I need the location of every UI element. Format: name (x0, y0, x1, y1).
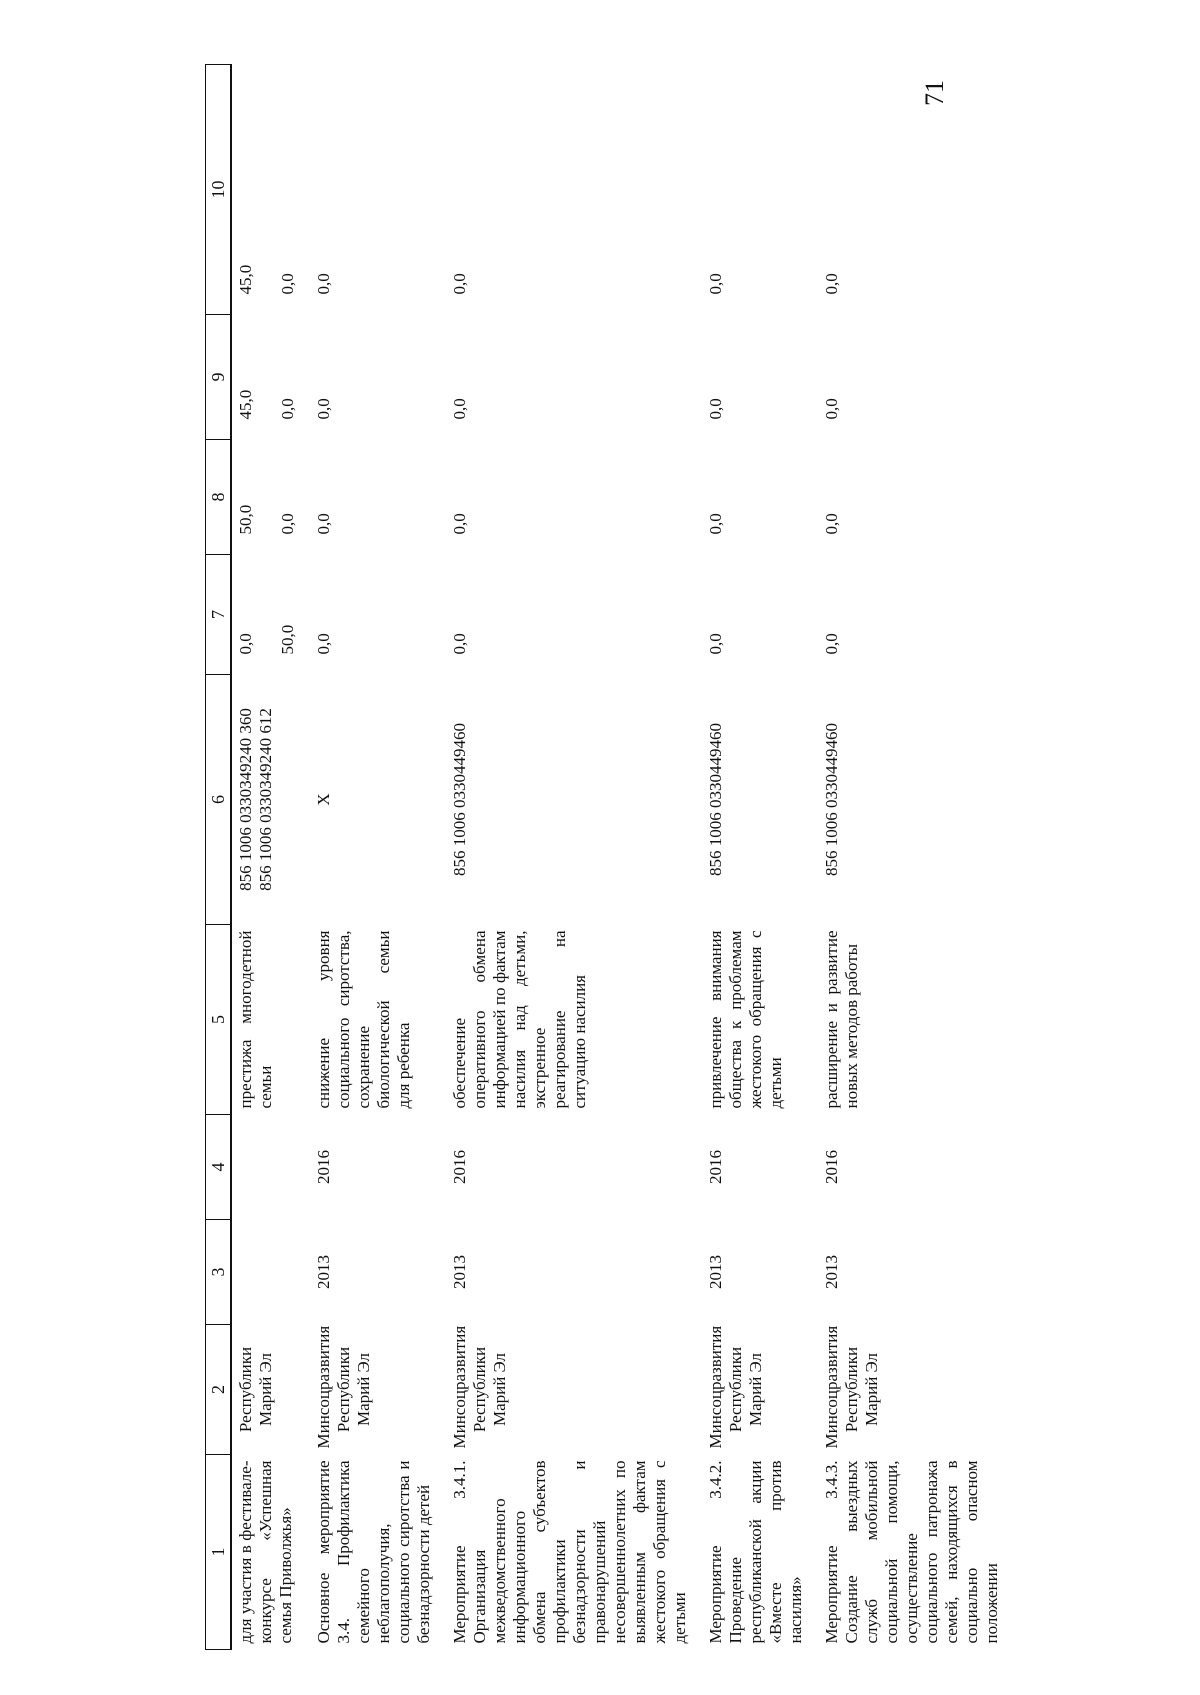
executor-cell: Республики Марий Эл (236, 1346, 275, 1433)
start-year-cell: 2013 (822, 1255, 841, 1289)
amount-cell: 0,0 (450, 398, 469, 420)
amount-cell: 0,0 (706, 633, 725, 655)
budget-code-line: 856 1006 0330349240 360 (236, 708, 255, 891)
amount-value: 45,0 (236, 389, 255, 420)
rotated-table-container (205, 65, 1001, 1650)
expected-result-cell: привлечение внимания общества к проблемам жестокого обращения с детьми (706, 930, 785, 1109)
start-year-cell: 2013 (450, 1255, 469, 1289)
table-row (231, 65, 310, 1650)
column-header: 4 (206, 1115, 232, 1220)
column-number-header-row (206, 65, 232, 1650)
table-row (446, 65, 702, 1650)
amount-cell: 0,0 (314, 513, 333, 535)
activity-name-cell: Основное мероприятие 3.4. Профилактика семейного неблагополучия, социального сиротства и безнадзорности детей (314, 1460, 433, 1644)
amount-cell (231, 315, 310, 440)
amount-cell: 0,0 (314, 633, 333, 655)
column-header: 1 (206, 1455, 232, 1650)
activity-name-cell: Мероприятие 3.4.1. Организация межведомственного информационного обмена субъектов профилактики безнадзорности и правонарушений несовершеннолетних по выявленным фактам жестокого обращения с детьми (450, 1460, 689, 1644)
executor-cell: Минсоцразвития Республики Марий Эл (706, 1325, 765, 1449)
activity-name-cell: Мероприятие 3.4.3. Создание выездных служб мобильной социальной помощи, осуществление социального патронажа семей, находящихся в социально опасном положении (822, 1460, 1001, 1644)
program-activities-table (205, 64, 1014, 1650)
table-row (702, 65, 818, 1650)
column-header: 8 (206, 440, 232, 555)
amount-cell: 0,0 (822, 513, 841, 535)
amount-cell: 0,0 (706, 398, 725, 420)
column-header: 5 (206, 925, 232, 1115)
amount-value: 50,0 (236, 504, 255, 535)
expected-result-cell: обеспечение оперативного обмена информацией по фактам насилия над детьми, экстренное реагирование на ситуацию насилия (450, 930, 589, 1109)
executor-cell: Минсоцразвития Республики Марий Эл (314, 1325, 373, 1449)
start-year-cell (231, 1220, 310, 1325)
amount-cell (231, 440, 310, 555)
start-year-cell: 2013 (314, 1255, 333, 1289)
activity-name-cell: Мероприятие 3.4.2. Проведение республиканской акции «Вместе против насилия» (706, 1460, 805, 1644)
amount-cell: 0,0 (822, 633, 841, 655)
table-row (310, 65, 446, 1650)
column-header: 6 (206, 675, 232, 925)
amount-cell: 0,0 (314, 398, 333, 420)
budget-code-line: 856 1006 0330349240 612 (256, 708, 275, 891)
expected-result-cell: снижение уровня социального сиротства, сохранение биологической семьи для ребенка (314, 930, 413, 1109)
amount-cell: 0,0 (450, 513, 469, 535)
executor-cell: Минсоцразвития Республики Марий Эл (822, 1325, 881, 1449)
executor-cell: Минсоцразвития Республики Марий Эл (450, 1325, 509, 1449)
amount-cell: 0,0 (706, 273, 725, 295)
column-header: 3 (206, 1220, 232, 1325)
activity-name-cell: для участия в фестивале-конкурсе «Успешная семья Приволжья» (236, 1460, 295, 1644)
budget-code-cell: 856 1006 0330449460 (450, 723, 469, 876)
amount-value: 0,0 (278, 513, 297, 535)
budget-code-cell: 856 1006 0330449460 (706, 723, 725, 876)
amount-cell (231, 555, 310, 675)
end-year-cell: 2016 (314, 1150, 333, 1184)
table-row (818, 65, 1014, 1650)
amount-cell: 0,0 (822, 273, 841, 295)
column-header: 10 (206, 65, 232, 315)
amount-value: 0,0 (236, 633, 255, 655)
amount-value: 50,0 (278, 624, 297, 655)
amount-cell: 0,0 (450, 273, 469, 295)
end-year-cell: 2016 (706, 1150, 725, 1184)
amount-cell: 0,0 (706, 513, 725, 535)
end-year-cell: 2016 (822, 1150, 841, 1184)
column-header: 9 (206, 315, 232, 440)
amount-value: 0,0 (278, 273, 297, 295)
column-header: 7 (206, 555, 232, 675)
column-header: 2 (206, 1325, 232, 1455)
expected-result-cell: расширение и развитие новых методов работы (822, 930, 861, 1109)
budget-code-cell: 856 1006 0330449460 (822, 723, 841, 876)
amount-cell: 0,0 (822, 398, 841, 420)
amount-value: 0,0 (278, 398, 297, 420)
budget-code-cell: Х (314, 793, 333, 806)
amount-cell: 0,0 (450, 633, 469, 655)
start-year-cell: 2013 (706, 1255, 725, 1289)
amount-value: 45,0 (236, 264, 255, 295)
amount-cell: 0,0 (314, 273, 333, 295)
amount-cell (231, 65, 310, 315)
page-number: 71 (920, 80, 949, 106)
end-year-cell: 2016 (450, 1150, 469, 1184)
end-year-cell (231, 1115, 310, 1220)
budget-code-cell (231, 675, 310, 925)
expected-result-cell: престижа многодетной семьи (236, 930, 275, 1109)
